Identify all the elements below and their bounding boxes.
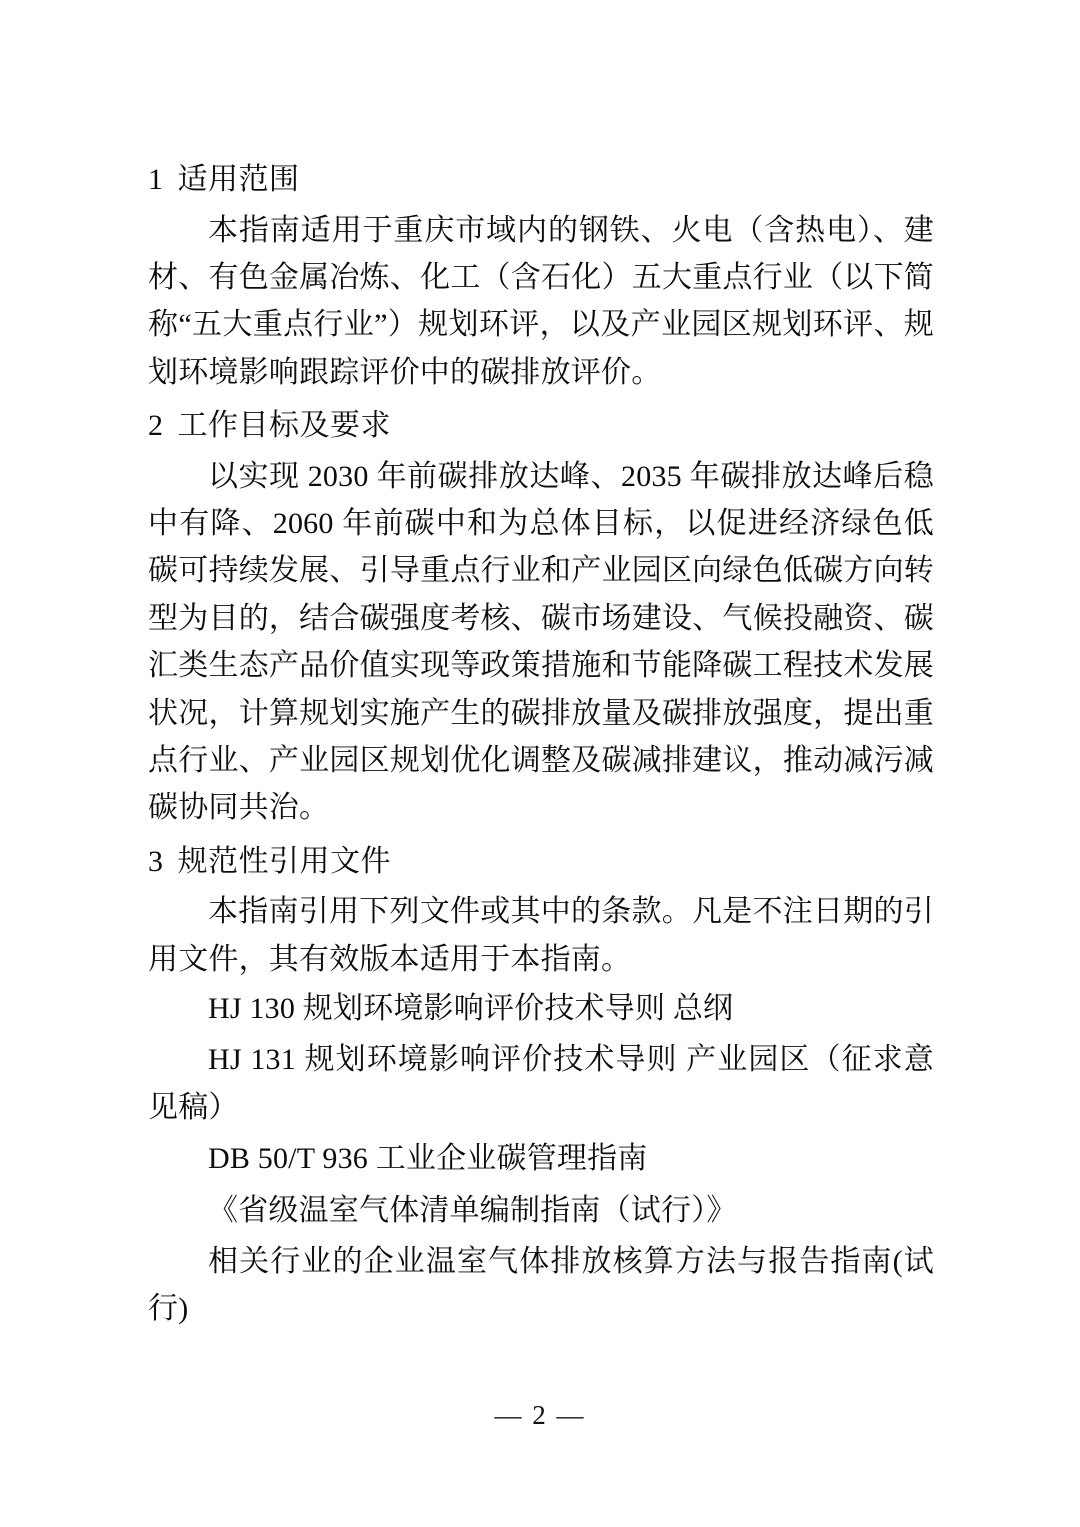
reference-item-1: HJ 130 规划环境影响评价技术导则 总纲 (208, 991, 734, 1025)
section-heading-3 (148, 842, 934, 883)
page-number-footer: — 2 — (494, 1400, 586, 1430)
section-title-3: 规范性引用文件 (177, 844, 391, 878)
section-2-paragraph-1: 以实现 2030 年前碳排放达峰、2035 年碳排放达峰后稳中有降、2060 年前碳中和为总体目标，以促进经济绿色低碳可持续发展、引导重点行业和产业园区向绿色低碳方向转型为目的，结合碳强度考核、碳市场建设、气候投融资、碳汇类生态产品价值实现等政策措施和节能降碳工程技术发展状况，计算规划实施产生的碳排放量及碳排放强度，提出重点行业、产业园区规划优化调整及碳减排建议，推动减污减碳协同共治。 (148, 459, 934, 825)
section-3-paragraph-1: 本指南引用下列文件或其中的条款。凡是不注日期的引用文件，其有效版本适用于本指南。 (148, 895, 934, 976)
section-number-3: 3 (148, 844, 164, 878)
section-number-1: 1 (148, 163, 164, 196)
reference-item-5: 相关行业的企业温室气体排放核算方法与报告指南(试行) (148, 1244, 934, 1326)
document-content (148, 160, 934, 1337)
section-number-2: 2 (148, 409, 164, 443)
reference-item-4: 《省级温室气体清单编制指南（试行）》 (208, 1193, 737, 1227)
reference-item-3: DB 50/T 936 工业企业碳管理指南 (208, 1142, 648, 1176)
section-title-2: 工作目标及要求 (177, 409, 391, 443)
section-heading-1 (148, 160, 934, 201)
reference-item-2: HJ 131 规划环境影响评价技术导则 产业园区（征求意见稿） (148, 1043, 934, 1124)
section-heading-2 (148, 406, 934, 447)
section-1-paragraph-1: 本指南适用于重庆市域内的钢铁、火电（含热电）、建材、有色金属冶炼、化工（含石化）五大重点行业（以下简称“五大重点行业”）规划环评，以及产业园区规划环评、规划环境影响跟踪评价中的碳排放评价。 (148, 213, 934, 389)
section-title-1: 适用范围 (177, 163, 300, 196)
